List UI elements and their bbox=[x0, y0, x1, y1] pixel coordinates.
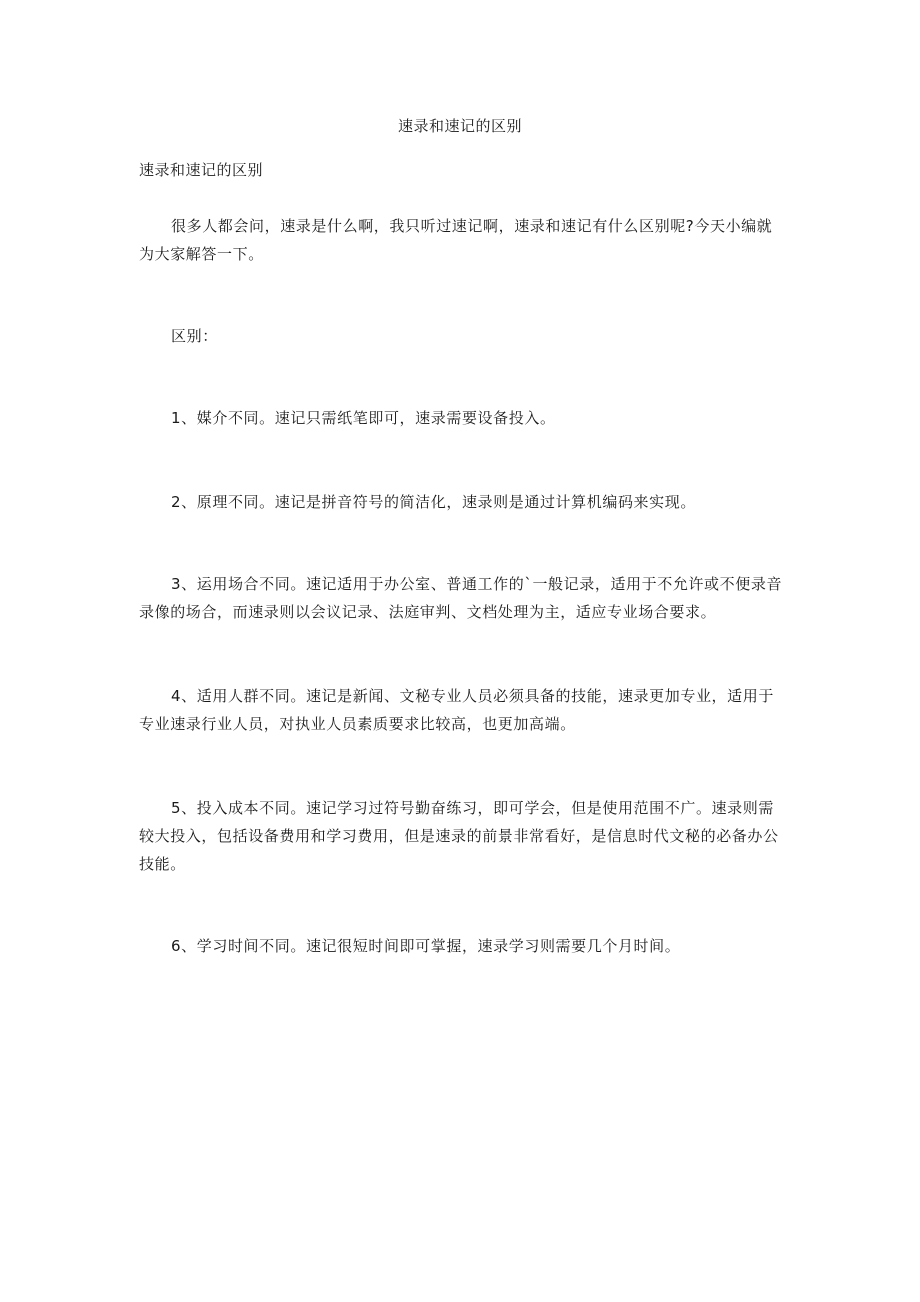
difference-item-2: 2、原理不同。速记是拼音符号的简洁化，速录则是通过计算机编码来实现。 bbox=[171, 493, 696, 511]
document-title: 速录和速记的区别 bbox=[397, 117, 522, 135]
document-subtitle: 速录和速记的区别 bbox=[139, 161, 264, 179]
difference-heading: 区别： bbox=[171, 327, 218, 345]
intro-paragraph: 很多人都会问，速录是什么啊，我只听过速记啊，速录和速记有什么区别呢?今天小编就为大家解答一下。 bbox=[139, 217, 773, 263]
difference-item-3: 3、运用场合不同。速记适用于办公室、普通工作的`一般记录，适用于不允许或不便录音录像的场合，而速录则以会议记录、法庭审判、文档处理为主，适应专业场合要求。 bbox=[139, 575, 783, 621]
difference-item-4: 4、适用人群不同。速记是新闻、文秘专业人员必须具备的技能，速录更加专业，适用于专业速录行业人员，对执业人员素质要求比较高，也更加高端。 bbox=[139, 687, 774, 733]
difference-item-6: 6、学习时间不同。速记很短时间即可掌握，速录学习则需要几个月时间。 bbox=[171, 937, 681, 955]
difference-item-5: 5、投入成本不同。速记学习过符号勤奋练习，即可学会，但是使用范围不广。速录则需较大投入，包括设备费用和学习费用，但是速录的前景非常看好，是信息时代文秘的必备办公技能。 bbox=[139, 799, 779, 873]
difference-item-1: 1、媒介不同。速记只需纸笔即可，速录需要设备投入。 bbox=[171, 409, 556, 427]
